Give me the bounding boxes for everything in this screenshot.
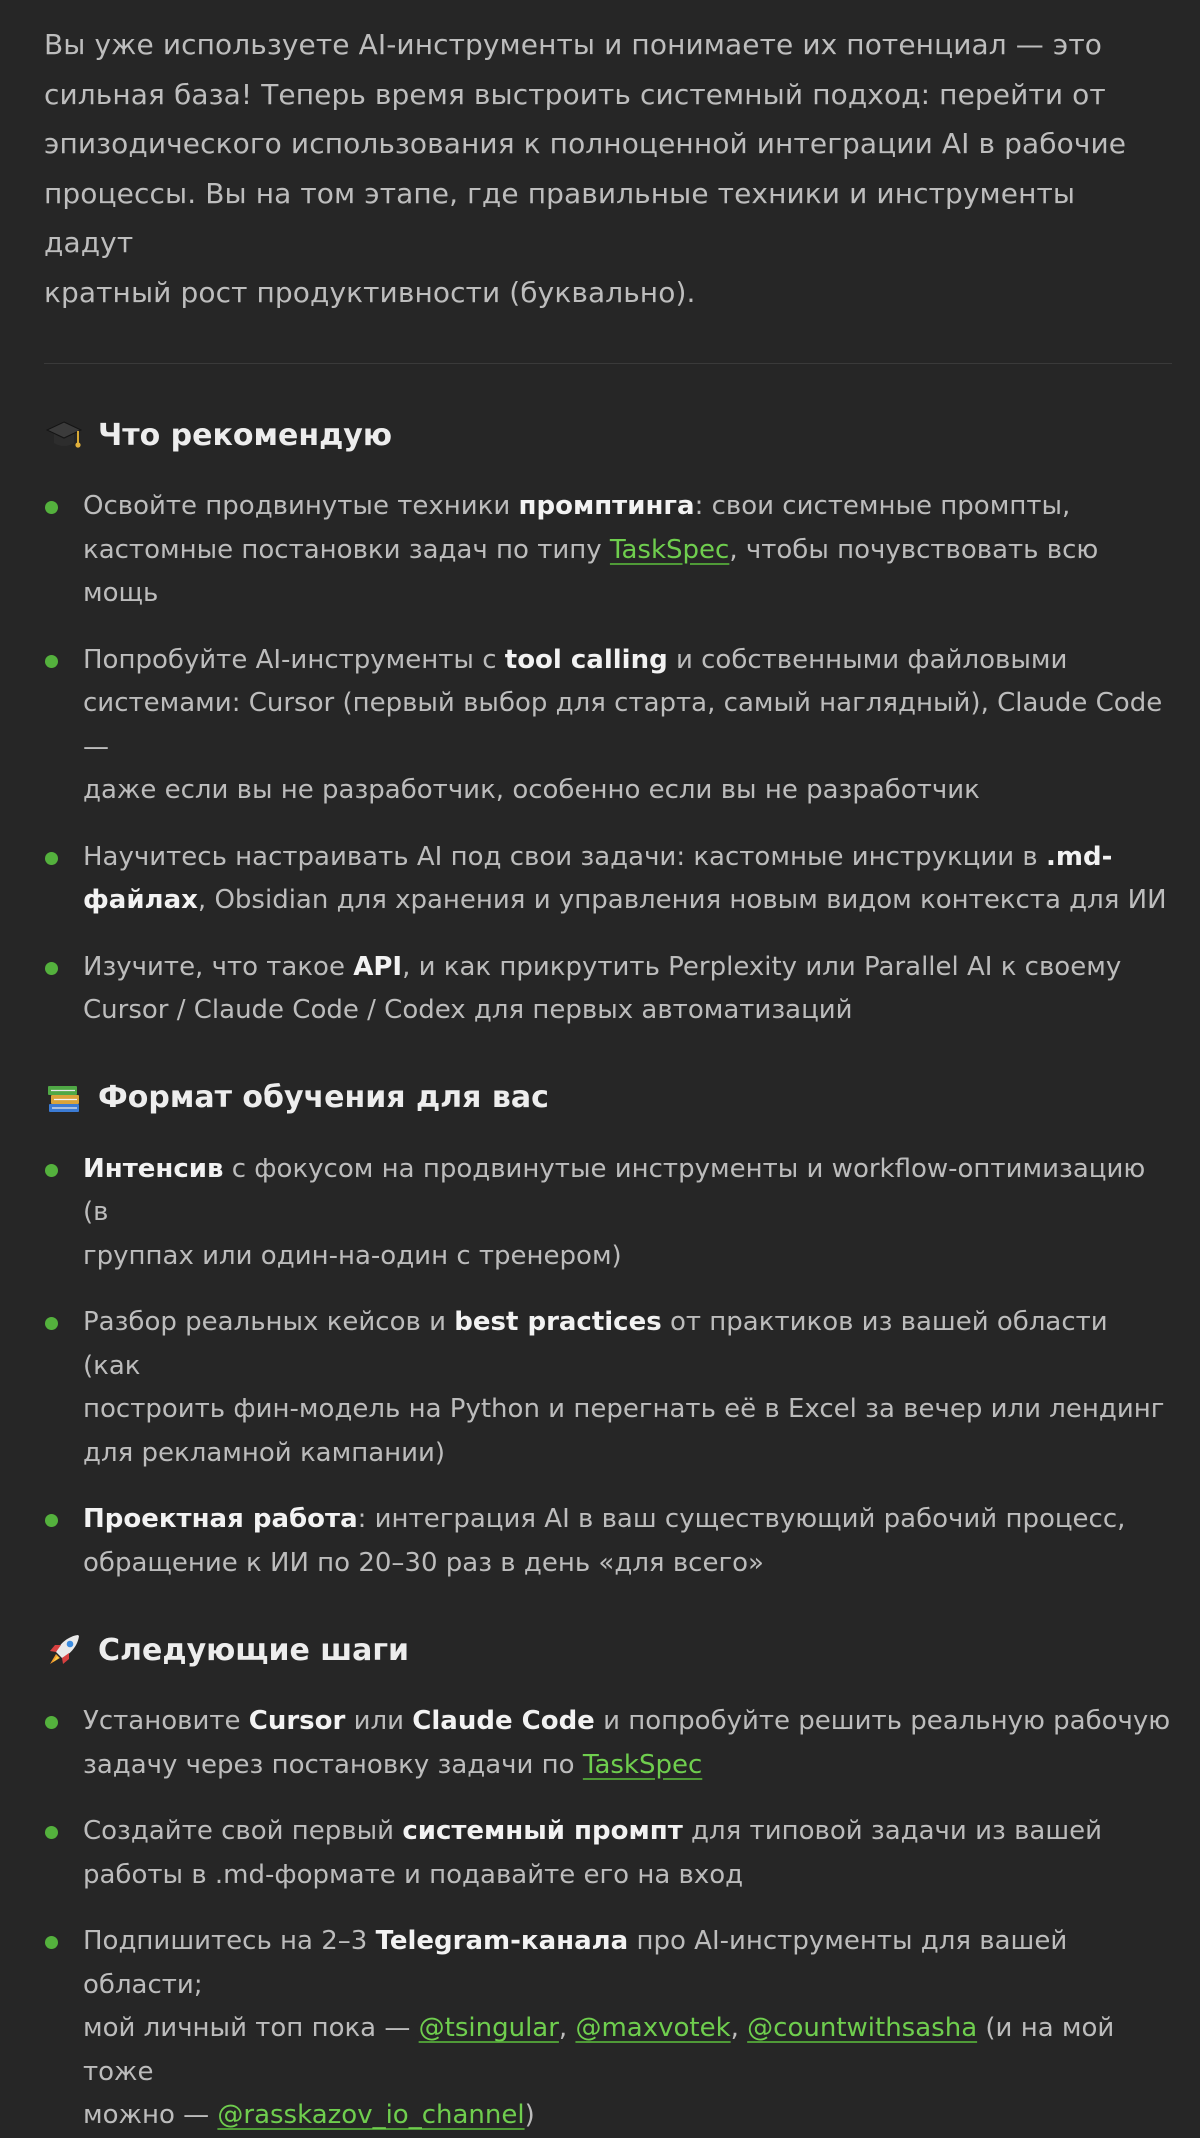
- item-text: задачу через постановку задачи по: [83, 1749, 583, 1780]
- item-text: Cursor / Claude Code / Codex для первых автоматизаций: [83, 995, 853, 1025]
- intro-line: эпизодического использования к полноценной интеграции AI в рабочие: [44, 127, 1127, 160]
- item-bold-text: tool calling: [504, 644, 668, 675]
- list-item: [44, 639, 1172, 813]
- intro-line: кратный рост продуктивности (буквально).: [44, 275, 696, 309]
- list-item: [44, 485, 1172, 616]
- item-text: построить фин-модель на Python и перегнать её в Excel за вечер или лендинг: [83, 1394, 1165, 1424]
- item-bold-text: Интенсив: [83, 1153, 224, 1184]
- item-text: (и на мой тоже: [83, 2013, 1115, 2087]
- intro-line: процессы. Вы на том этапе, где правильные техники и инструменты дадут: [44, 176, 1076, 259]
- item-bold-text: промптинга: [518, 491, 695, 521]
- list-item: [44, 1920, 1172, 2138]
- item-text: Подпишитесь на 2–3: [83, 1926, 376, 1956]
- list-item: [44, 1700, 1172, 1787]
- bullet-icon: [45, 655, 58, 668]
- item-bold-text: Проектная работа: [83, 1504, 358, 1534]
- rocket-icon: [44, 1630, 84, 1670]
- section-title-next-steps: [44, 1620, 1172, 1680]
- bullet-icon: [45, 1826, 58, 1839]
- format-list: [44, 1148, 1172, 1586]
- section-divider: [44, 363, 1172, 364]
- tsingular-link[interactable]: @tsingular: [418, 2013, 559, 2043]
- item-text: Научитесь настраивать AI под свои задачи: кастомные инструкции в: [83, 841, 1047, 872]
- item-text: : интеграция AI в ваш существующий рабочий процесс,: [357, 1504, 1126, 1534]
- item-text: работы в .md-формате и подавайте его на вход: [83, 1859, 744, 1890]
- bullet-icon: [45, 962, 58, 975]
- graduation-cap-icon: [44, 415, 84, 455]
- list-item: [44, 1810, 1172, 1897]
- taskspec-link[interactable]: TaskSpec: [582, 1749, 703, 1780]
- item-text: даже если вы не разработчик, особенно если вы не разработчик: [83, 775, 980, 805]
- list-item: [44, 1301, 1172, 1475]
- item-text: мой личный топ пока —: [83, 2013, 419, 2043]
- item-text: ,: [558, 2013, 576, 2043]
- bullet-icon: [45, 501, 58, 514]
- item-text: от практиков из вашей области (как: [83, 1307, 1108, 1381]
- list-item: [44, 836, 1172, 923]
- item-text: или: [345, 1706, 413, 1736]
- rasskazov-channel-link[interactable]: @rasskazov_io_channel: [217, 2100, 525, 2130]
- item-text: группах или один-на-один с тренером): [83, 1240, 622, 1271]
- bullet-icon: [45, 1514, 58, 1527]
- item-text: обращение к ИИ по 20–30 раз в день «для всего»: [83, 1547, 764, 1578]
- intro-line: сильная база! Теперь время выстроить системный подход: перейти от: [44, 77, 1106, 111]
- item-text: ): [524, 2100, 535, 2130]
- section-title-text: Следующие шаги: [98, 1632, 410, 1668]
- item-bold-text: best practices: [454, 1307, 662, 1337]
- item-text: Установите: [83, 1706, 249, 1736]
- item-bold-text: Cursor: [248, 1706, 346, 1736]
- bullet-icon: [45, 1164, 58, 1177]
- item-text: про AI-инструменты для вашей области;: [83, 1926, 1068, 2000]
- item-text: для типовой задачи из вашей: [682, 1816, 1103, 1846]
- item-text: Разбор реальных кейсов и: [83, 1307, 455, 1337]
- section-title-format: [44, 1068, 1172, 1128]
- section-title-text: Что рекомендую: [98, 417, 393, 453]
- item-bold-text: системный промпт: [402, 1816, 683, 1846]
- list-item: [44, 946, 1172, 1033]
- item-bold-text: Claude Code: [412, 1706, 595, 1736]
- bullet-icon: [45, 1716, 58, 1729]
- item-text: можно —: [83, 2100, 218, 2130]
- bullet-icon: [45, 1936, 58, 1949]
- item-text: : свои системные промпты,: [694, 491, 1071, 521]
- list-item: [44, 1148, 1172, 1279]
- recommend-list: [44, 485, 1172, 1033]
- item-bold-text: файлах: [83, 885, 198, 915]
- list-item: [44, 1498, 1172, 1585]
- item-text: Создайте свой первый: [83, 1816, 403, 1846]
- section-title-recommend: [44, 405, 1172, 465]
- item-bold-text: API: [353, 951, 403, 982]
- item-text: , Obsidian для хранения и управления новым видом контекста для ИИ: [197, 885, 1167, 915]
- item-text: , и как прикрутить Perplexity или Parallel AI к своему: [402, 951, 1122, 982]
- item-text: кастомные постановки задач по типу: [83, 534, 610, 565]
- item-text: Попробуйте AI-инструменты с: [83, 644, 505, 675]
- item-text: , чтобы почувствовать всю мощь: [83, 534, 1099, 608]
- item-bold-text: Telegram-канала: [375, 1926, 629, 1956]
- section-title-text: Формат обучения для вас: [98, 1080, 549, 1115]
- intro-paragraph: [44, 20, 1172, 317]
- countwithsasha-link[interactable]: @countwithsasha: [747, 2013, 978, 2043]
- item-bold-text: .md-: [1046, 841, 1113, 872]
- next-steps-list: [44, 1700, 1172, 2138]
- item-text: с фокусом на продвинутые инструменты и workflow-оптимизацию (в: [83, 1153, 1146, 1227]
- item-text: Изучите, что такое: [83, 951, 354, 982]
- bullet-icon: [45, 852, 58, 865]
- bullet-icon: [45, 1317, 58, 1330]
- item-text: и попробуйте решить реальную рабочую: [594, 1706, 1171, 1736]
- item-text: и собственными файловыми: [667, 644, 1068, 675]
- item-text: для рекламной кампании): [83, 1437, 446, 1468]
- books-icon: [44, 1078, 84, 1118]
- taskspec-link[interactable]: TaskSpec: [609, 534, 730, 565]
- item-text: системами: Cursor (первый выбор для старта, самый наглядный), Claude Code —: [83, 688, 1163, 762]
- item-text: ,: [730, 2013, 748, 2043]
- maxvotek-link[interactable]: @maxvotek: [575, 2013, 731, 2043]
- intro-line: Вы уже используете AI-инструменты и понимаете их потенциал — это: [44, 28, 1102, 61]
- item-text: Освойте продвинутые техники: [83, 491, 519, 521]
